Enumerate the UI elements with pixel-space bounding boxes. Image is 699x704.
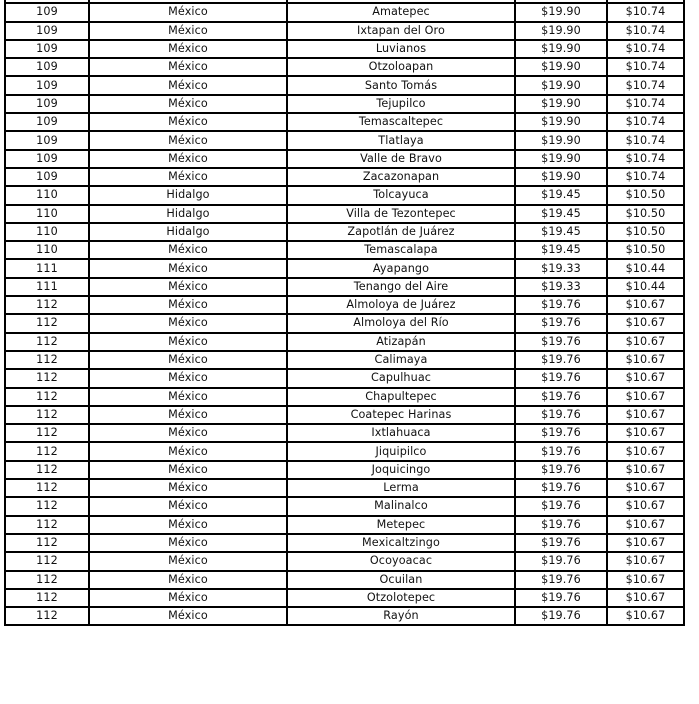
cell-state: Hidalgo (89, 223, 287, 241)
cell-price-1: $19.90 (515, 150, 607, 168)
cell-municipality: Tlatlaya (287, 131, 515, 149)
table-row (5, 95, 684, 113)
cell-municipality: Metepec (287, 516, 515, 534)
table-row (5, 150, 684, 168)
cell-state: Hidalgo (89, 186, 287, 204)
table-row (5, 40, 684, 58)
cell-price-2: $10.74 (607, 95, 684, 113)
cell-price-2: $10.67 (607, 497, 684, 515)
table-row (5, 388, 684, 406)
cell-price-2: $10.67 (607, 479, 684, 497)
table-row (5, 278, 684, 296)
cell-price-1: $19.33 (515, 278, 607, 296)
cell-price-2: $10.74 (607, 22, 684, 40)
cell-code: 109 (5, 58, 89, 76)
cell-municipality: Luvianos (287, 40, 515, 58)
cell-price-1: $19.76 (515, 388, 607, 406)
cell-price-1: $19.45 (515, 241, 607, 259)
cell-price-2: $10.67 (607, 296, 684, 314)
cell-price-1: $19.76 (515, 369, 607, 387)
cell-municipality: Joquicingo (287, 461, 515, 479)
cell-price-1: $19.76 (515, 497, 607, 515)
cell-price-2: $10.67 (607, 406, 684, 424)
cell-municipality: Almoloya de Juárez (287, 296, 515, 314)
cell-municipality: Temascaltepec (287, 113, 515, 131)
cell-code: 112 (5, 571, 89, 589)
cell-state: Hidalgo (89, 205, 287, 223)
cell-state: México (89, 351, 287, 369)
cell-code: 109 (5, 168, 89, 186)
cell-price-1: $19.76 (515, 333, 607, 351)
cell-price-2: $10.50 (607, 241, 684, 259)
cell-price-1: $19.90 (515, 58, 607, 76)
cell-code: 109 (5, 40, 89, 58)
cell-price-2: $10.67 (607, 442, 684, 460)
table-row (5, 168, 684, 186)
table-row (5, 424, 684, 442)
table-row (5, 296, 684, 314)
price-table-container (4, 0, 685, 626)
price-table (4, 0, 685, 626)
cell-municipality: Ocuilan (287, 571, 515, 589)
cell-price-2: $10.67 (607, 589, 684, 607)
table-row (5, 131, 684, 149)
table-row (5, 497, 684, 515)
table-row (5, 442, 684, 460)
cell-price-2: $10.44 (607, 278, 684, 296)
cell-code: 112 (5, 461, 89, 479)
cell-state: México (89, 22, 287, 40)
cell-state: México (89, 241, 287, 259)
cell-municipality: Otzoloapan (287, 58, 515, 76)
cell-state: México (89, 369, 287, 387)
cell-state: México (89, 516, 287, 534)
table-row (5, 113, 684, 131)
table-row (5, 516, 684, 534)
cell-municipality: Valle de Bravo (287, 150, 515, 168)
cell-price-1: $19.90 (515, 113, 607, 131)
cell-price-1: $19.90 (515, 168, 607, 186)
cell-price-2: $10.67 (607, 424, 684, 442)
cell-price-1: $19.76 (515, 461, 607, 479)
cell-price-1: $19.76 (515, 442, 607, 460)
cell-municipality: Almoloya del Río (287, 314, 515, 332)
cell-price-2: $10.44 (607, 259, 684, 277)
cell-price-2: $10.67 (607, 607, 684, 625)
table-row (5, 552, 684, 570)
cell-price-2: $10.67 (607, 388, 684, 406)
table-row (5, 58, 684, 76)
cell-code: 112 (5, 607, 89, 625)
cell-price-2: $10.50 (607, 223, 684, 241)
cell-state: México (89, 607, 287, 625)
cell-code: 112 (5, 479, 89, 497)
cell-code: 112 (5, 314, 89, 332)
cell-municipality: Calimaya (287, 351, 515, 369)
cell-price-1: $19.76 (515, 607, 607, 625)
cell-price-2: $10.67 (607, 571, 684, 589)
cell-price-1: $19.76 (515, 571, 607, 589)
cell-price-2: $10.50 (607, 186, 684, 204)
cell-code: 109 (5, 3, 89, 21)
cell-code: 110 (5, 223, 89, 241)
cell-state: México (89, 534, 287, 552)
table-row (5, 479, 684, 497)
cell-price-2: $10.67 (607, 314, 684, 332)
cell-state: México (89, 113, 287, 131)
cell-code: 112 (5, 516, 89, 534)
cell-price-1: $19.76 (515, 351, 607, 369)
cell-price-2: $10.67 (607, 534, 684, 552)
cell-municipality: Tolcayuca (287, 186, 515, 204)
cell-price-1: $19.76 (515, 314, 607, 332)
cell-price-1: $19.76 (515, 424, 607, 442)
cell-price-2: $10.74 (607, 131, 684, 149)
cell-price-1: $19.76 (515, 406, 607, 424)
table-row (5, 571, 684, 589)
cell-state: México (89, 406, 287, 424)
cell-code: 112 (5, 406, 89, 424)
cell-state: México (89, 278, 287, 296)
cell-price-2: $10.67 (607, 369, 684, 387)
cell-state: México (89, 3, 287, 21)
cell-price-2: $10.74 (607, 113, 684, 131)
cell-state: México (89, 479, 287, 497)
cell-state: México (89, 333, 287, 351)
cell-price-1: $19.45 (515, 223, 607, 241)
cell-code: 110 (5, 205, 89, 223)
cell-state: México (89, 259, 287, 277)
table-row (5, 223, 684, 241)
table-row (5, 351, 684, 369)
cell-municipality: Jiquipilco (287, 442, 515, 460)
table-row (5, 205, 684, 223)
cell-state: México (89, 497, 287, 515)
cell-price-2: $10.74 (607, 150, 684, 168)
cell-code: 109 (5, 113, 89, 131)
cell-state: México (89, 150, 287, 168)
cell-municipality: Rayón (287, 607, 515, 625)
cell-code: 109 (5, 131, 89, 149)
table-row (5, 259, 684, 277)
cell-code: 112 (5, 333, 89, 351)
cell-state: México (89, 442, 287, 460)
cell-state: México (89, 95, 287, 113)
cell-municipality: Chapultepec (287, 388, 515, 406)
table-row (5, 186, 684, 204)
cell-code: 109 (5, 150, 89, 168)
cell-price-2: $10.67 (607, 552, 684, 570)
table-row (5, 461, 684, 479)
cell-municipality: Ayapango (287, 259, 515, 277)
table-row (5, 589, 684, 607)
cell-code: 109 (5, 95, 89, 113)
cell-municipality: Lerma (287, 479, 515, 497)
cell-code: 110 (5, 241, 89, 259)
cell-municipality: Ixtlahuaca (287, 424, 515, 442)
cell-state: México (89, 589, 287, 607)
cell-municipality: Villa de Tezontepec (287, 205, 515, 223)
cell-price-1: $19.90 (515, 76, 607, 94)
cell-code: 112 (5, 369, 89, 387)
cell-code: 112 (5, 296, 89, 314)
cell-price-2: $10.67 (607, 351, 684, 369)
cell-price-2: $10.67 (607, 516, 684, 534)
cell-state: México (89, 424, 287, 442)
cell-municipality: Coatepec Harinas (287, 406, 515, 424)
cell-state: México (89, 58, 287, 76)
cell-code: 112 (5, 534, 89, 552)
cell-price-1: $19.76 (515, 534, 607, 552)
cell-price-2: $10.74 (607, 40, 684, 58)
cell-code: 111 (5, 259, 89, 277)
price-table-body (5, 0, 684, 625)
cell-price-1: $19.33 (515, 259, 607, 277)
cell-code: 109 (5, 22, 89, 40)
table-row (5, 314, 684, 332)
cell-price-1: $19.90 (515, 22, 607, 40)
cell-code: 112 (5, 552, 89, 570)
cell-municipality: Ixtapan del Oro (287, 22, 515, 40)
table-row (5, 607, 684, 625)
table-row (5, 241, 684, 259)
cell-state: México (89, 131, 287, 149)
cell-municipality: Tenango del Aire (287, 278, 515, 296)
cell-municipality: Ocoyoacac (287, 552, 515, 570)
table-row (5, 22, 684, 40)
cell-municipality: Tejupilco (287, 95, 515, 113)
cell-municipality: Temascalapa (287, 241, 515, 259)
table-row (5, 406, 684, 424)
cell-price-2: $10.74 (607, 58, 684, 76)
cell-municipality: Zapotlán de Juárez (287, 223, 515, 241)
cell-price-1: $19.76 (515, 552, 607, 570)
cell-state: México (89, 571, 287, 589)
table-row (5, 3, 684, 21)
table-row (5, 333, 684, 351)
cell-price-1: $19.90 (515, 40, 607, 58)
cell-code: 109 (5, 76, 89, 94)
cell-municipality: Mexicaltzingo (287, 534, 515, 552)
cell-state: México (89, 168, 287, 186)
cell-municipality: Santo Tomás (287, 76, 515, 94)
cell-price-1: $19.45 (515, 205, 607, 223)
cell-code: 112 (5, 424, 89, 442)
cell-price-1: $19.76 (515, 589, 607, 607)
cell-price-1: $19.90 (515, 131, 607, 149)
cell-code: 110 (5, 186, 89, 204)
cell-state: México (89, 314, 287, 332)
cell-price-1: $19.76 (515, 516, 607, 534)
cell-code: 111 (5, 278, 89, 296)
cell-price-1: $19.76 (515, 479, 607, 497)
cell-code: 112 (5, 388, 89, 406)
cell-state: México (89, 296, 287, 314)
cell-state: México (89, 388, 287, 406)
cell-price-2: $10.74 (607, 168, 684, 186)
cell-price-2: $10.67 (607, 333, 684, 351)
cell-price-1: $19.90 (515, 95, 607, 113)
cell-state: México (89, 76, 287, 94)
table-row (5, 534, 684, 552)
cell-code: 112 (5, 351, 89, 369)
table-row (5, 76, 684, 94)
cell-state: México (89, 552, 287, 570)
cell-municipality: Atizapán (287, 333, 515, 351)
cell-municipality: Zacazonapan (287, 168, 515, 186)
cell-price-2: $10.74 (607, 3, 684, 21)
cell-price-2: $10.50 (607, 205, 684, 223)
cell-municipality: Malinalco (287, 497, 515, 515)
cell-state: México (89, 40, 287, 58)
cell-municipality: Capulhuac (287, 369, 515, 387)
cell-code: 112 (5, 442, 89, 460)
cell-price-1: $19.90 (515, 3, 607, 21)
cell-code: 112 (5, 497, 89, 515)
cell-price-1: $19.45 (515, 186, 607, 204)
table-row (5, 369, 684, 387)
cell-code: 112 (5, 589, 89, 607)
cell-municipality: Amatepec (287, 3, 515, 21)
cell-price-2: $10.67 (607, 461, 684, 479)
cell-state: México (89, 461, 287, 479)
cell-price-1: $19.76 (515, 296, 607, 314)
cell-municipality: Otzolotepec (287, 589, 515, 607)
cell-price-2: $10.74 (607, 76, 684, 94)
